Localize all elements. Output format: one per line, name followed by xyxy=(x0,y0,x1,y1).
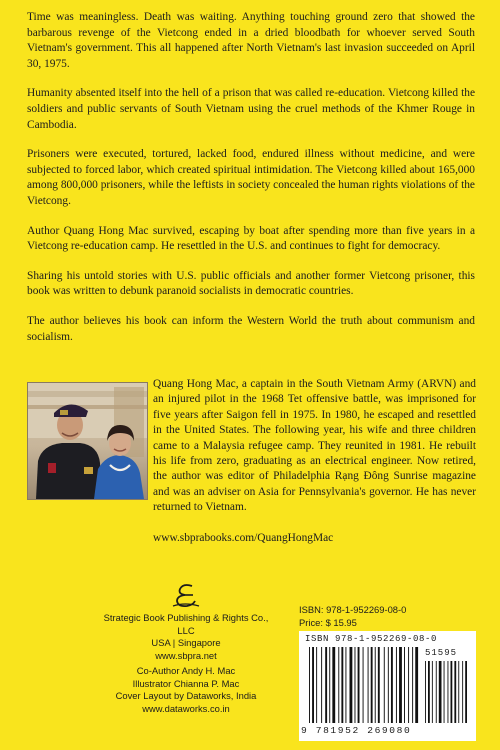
author-website: www.sbprabooks.com/QuangHongMac xyxy=(153,532,334,544)
synopsis-paragraph: The author believes his book can inform the Western World the truth about communism and socialism. xyxy=(27,314,475,343)
synopsis-paragraph: Author Quang Hong Mac survived, escaping by boat after spending more than five years in a Vietcong re-education camp. He resettled in the U.S. and continues to fight for democracy. xyxy=(27,224,475,253)
barcode-price-code: 51595 xyxy=(425,648,458,658)
synopsis-paragraph: Prisoners were executed, tortured, lacked food, endured illness without medicine, and were subjected to forced labor, which created spiritual intimidation. The Vietcong killed about 165,000 among 800,000 prisoners, while the leftists in society concealed the human rights violations of the Vietcong. xyxy=(27,148,475,207)
illustrator-credit: Illustrator Chianna P. Mac xyxy=(132,677,240,689)
layout-url: www.dataworks.co.in xyxy=(142,702,230,714)
synopsis-paragraph: Time was meaningless. Death was waiting. Anything touching ground zero that showed the barbarous revenge of the Vietcong ended in a dried bloodbath for whoever served South Vietnam's government. This all happened after North Vietnam's last invasion succeeded on April 30, 1975. xyxy=(27,11,475,70)
publisher-name: Strategic Book Publishing & Rights Co., LLC xyxy=(103,612,269,636)
credits xyxy=(96,665,276,715)
author-bio: Quang Hong Mac, a captain in the South Vietnam Army (ARVN) and an injured pilot in the 1968 Tet offensive battle, was imprisoned for five years after Saigon fell in 1975. In 1980, he escaped and resettled in the United States. The following year, his wife and three children came to a Malaysia refugee camp. They reunited in 1981. He rebuilt his life from zero, graduating as an electrical engineer. Now retired, the author was editor of Philadelphia Rạng Đông Sunrise magazine and was an adviser on Asia for Pennsylvania's governor. He has never returned to Vietnam. xyxy=(153,378,476,514)
publisher-locations: USA | Singapore xyxy=(151,637,221,649)
publisher-url: www.sbpra.net xyxy=(155,649,217,661)
synopsis-paragraph: Humanity absented itself into the hell of a prison that was called re-education. Vietcong killed the soldiers and public servants of South Vietnam using the cruel methods of the Khmer Rouge in Cambodia. xyxy=(27,87,475,131)
publisher-logo-icon xyxy=(171,582,201,608)
isbn-label: ISBN: 978-1-952269-08-0 xyxy=(299,604,407,615)
synopsis-paragraph: Sharing his untold stories with U.S. public officials and another former Vietcong prisoner, this book was written to debunk paranoid socialists in democratic countries. xyxy=(27,269,475,298)
synopsis xyxy=(27,10,475,359)
isbn-info xyxy=(299,603,406,629)
layout-credit: Cover Layout by Dataworks, India xyxy=(115,690,257,702)
barcode xyxy=(299,631,476,741)
barcode-digits: 9 781952 269080 xyxy=(301,725,412,736)
coauthor-credit: Co-Author Andy H. Mac xyxy=(136,665,236,676)
author-photo-illustration xyxy=(28,383,147,499)
author-photo xyxy=(27,382,148,500)
price-label: Price: $ 15.95 xyxy=(299,617,357,628)
publisher-info xyxy=(96,612,276,662)
barcode-isbn-text: ISBN 978-1-952269-08-0 xyxy=(305,634,438,644)
